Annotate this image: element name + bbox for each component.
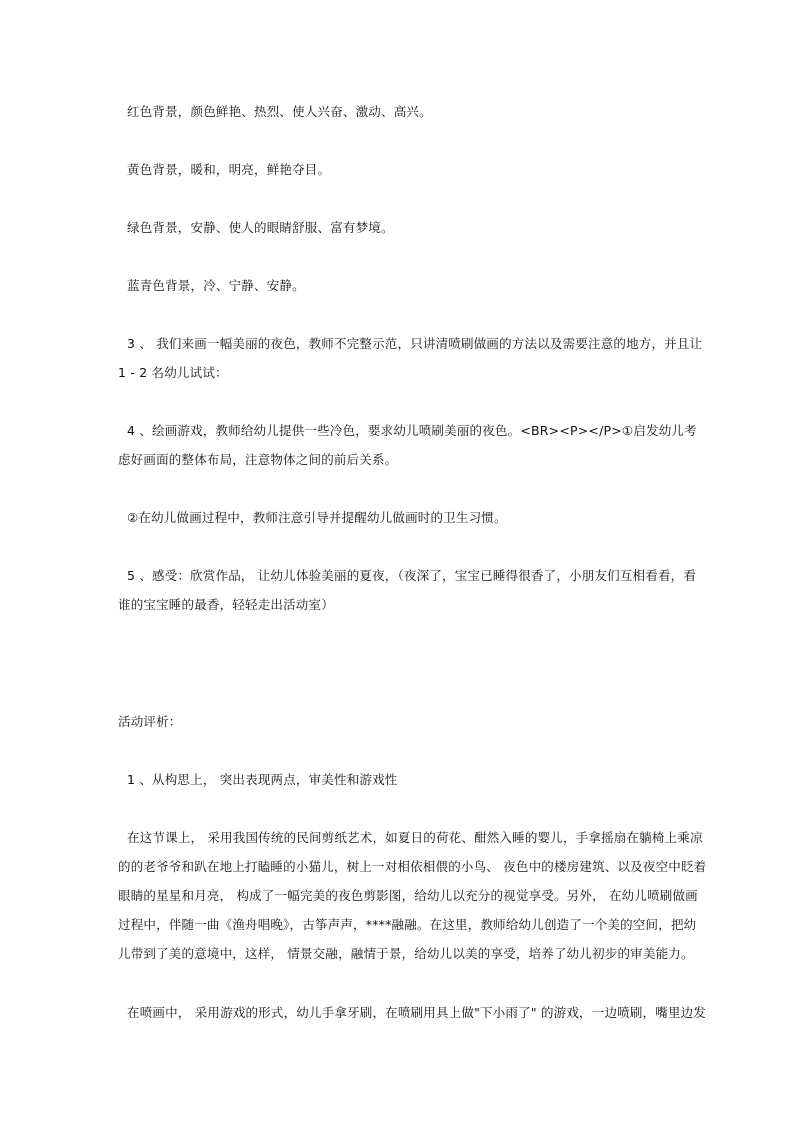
- step3-line1: 3 、 我们来画一幅美丽的夜色，教师不完整示范，只讲清喷刷做画的方法以及需要注意的地方，并且让: [127, 336, 703, 351]
- step4-line1: 4 、绘画游戏，教师给幼儿提供一些冷色，要求幼儿喷刷美丽的夜色。<BR><P></P>①启发幼儿考: [127, 423, 697, 438]
- step4b-text: ②在幼儿做画过程中，教师注意引导并提醒幼儿做画时的卫生习惯。: [127, 510, 507, 525]
- paragraph2-line: 在喷画中， 采用游戏的形式，幼儿手拿牙刷，在喷刷用具上做"下小雨了" 的游戏，一边喷刷，嘴里边发: [127, 1005, 707, 1020]
- step4-line2: 虑好画面的整体布局，注意物体之间的前后关系。: [118, 452, 398, 467]
- step5-line1: 5 、感受：欣赏作品， 让幼儿体验美丽的夏夜，（夜深了，宝宝已睡得很香了，小朋友们互相看看，看: [127, 568, 697, 583]
- red-background-text: 红色背景，颜色鲜艳、热烈、使人兴奋、激动、高兴。: [127, 104, 432, 119]
- step5-line2: 谁的宝宝睡的最香，轻轻走出活动室）: [118, 597, 334, 612]
- step3-line2: 1 - 2 名幼儿试试：: [118, 365, 228, 380]
- point1-text: 1 、从构思上， 突出表现两点，审美性和游戏性: [127, 772, 398, 787]
- paragraph-line: 眼睛的星星和月亮， 构成了一幅完美的夜色剪影图，给幼儿以充分的视觉享受。另外， 在幼儿喷刷做画: [118, 888, 698, 903]
- blue-background-text: 蓝青色背景，冷、宁静、安静。: [127, 278, 305, 293]
- paragraph-line: 过程中，伴随一曲《渔舟唱晚》，古筝声声，****融融。在这里，教师给幼儿创造了一个美的空间，把幼: [118, 917, 697, 932]
- paragraph-line: 的的老爷爷和趴在地上打瞌睡的小猫儿，树上一对相依相偎的小鸟、 夜色中的楼房建筑、以及夜空中眨着: [118, 859, 707, 874]
- paragraph-line: 在这节课上， 采用我国传统的民间剪纸艺术，如夏日的荷花、酣然入睡的婴儿，手拿摇扇在躺椅上乘凉: [127, 830, 703, 845]
- paragraph-line: 儿带到了美的意境中，这样， 情景交融，融情于景，给幼儿以美的享受，培养了幼儿初步的审美能力。: [118, 946, 694, 961]
- analysis-title: 活动评析：: [118, 714, 182, 729]
- yellow-background-text: 黄色背景，暖和，明亮，鲜艳夺目。: [127, 162, 331, 177]
- green-background-text: 绿色背景，安静、使人的眼睛舒服、富有梦境。: [127, 220, 394, 235]
